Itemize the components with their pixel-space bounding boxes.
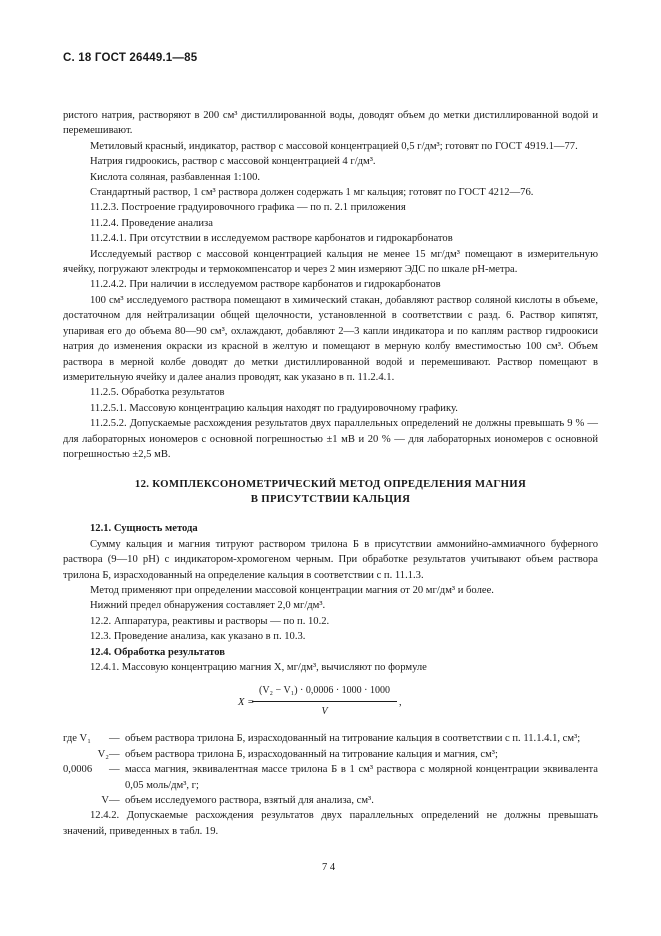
paragraph: 12.2. Аппаратура, реактивы и растворы — по п. 10.2. — [90, 615, 330, 627]
subsection-title: 12.4. Обработка результатов — [90, 646, 225, 658]
section-heading-line2: В ПРИСУТСТВИИ КАЛЬЦИЯ — [250, 493, 411, 506]
formula-fraction — [252, 683, 397, 719]
page-header: С. 18 ГОСТ 26449.1—85 — [63, 52, 198, 64]
definition-text: объем раствора трилона Б, израсходованный на титрование кальция и магния, см³; — [125, 748, 498, 760]
formula-denominator: V — [321, 705, 328, 717]
definition-item — [63, 747, 598, 762]
subsection-title: 12.1. Сущность метода — [90, 523, 198, 535]
definition-text: объем раствора трилона Б, израсходованный на титрование кальция в соответствии с п. 11.1.4.1, см³; — [125, 733, 581, 745]
formula-lhs: X = — [238, 697, 255, 709]
formula-trail: , — [399, 697, 402, 709]
paragraph: 11.2.4. Проведение анализа — [90, 217, 213, 229]
definition-symbol: где V₁ — [63, 733, 91, 745]
paragraph: Натрия гидроокись, раствор с массовой концентрацией 4 г/дм³. — [90, 156, 376, 168]
paragraph: 100 см³ исследуемого раствора помещают в химический стакан, добавляют раствор соляной кислоты в объеме, достаточном для нейтрализации общей щелочности, установленной в соответствии с разд. 6. Раствор кипятят, упаривая его до объема 80—90 см³, охлаждают, добавляют 2—3 капли индикатора и по каплям раствор гидроокиси натрия до изменения окраски из красной в желтую и помещают в мерную колбу вместимостью 100 см³. Объем раствора в мерной колбе доводят до метки дистиллированной водой и перемешивают. Раствор помещают в измерительную ячейку и далее анализ проводят, как указано в п. 11.2.4.1. — [63, 294, 598, 383]
paragraph: 11.2.5. Обработка результатов — [90, 387, 225, 399]
definition-dash: — — [109, 764, 120, 776]
definition-symbol: V — [101, 795, 109, 807]
definition-symbol: V₂ — [97, 748, 109, 760]
paragraph: 11.2.3. Построение градуировочного графика — по п. 2.1 приложения — [90, 202, 406, 214]
definition-text: масса магния, эквивалентная массе трилона Б в 1 см³ раствора с молярной концентрации эквивалента 0,05 моль/дм³, г; — [125, 764, 598, 791]
paragraph: Метод применяют при определении массовой концентрации магния от 20 мг/дм³ и более. — [90, 584, 494, 596]
paragraph: Кислота соляная, разбавленная 1:100. — [90, 171, 261, 183]
definition-dash: — — [109, 795, 120, 807]
paragraph: Метиловый красный, индикатор, раствор с массовой концентрацией 0,5 г/дм³; готовят по ГОСТ 4919.1—77. — [90, 140, 578, 152]
definition-dash: — — [109, 733, 120, 745]
paragraph: 11.2.5.1. Массовую концентрацию кальция находят по градуировочному графику. — [90, 402, 458, 414]
definitions-list — [63, 731, 598, 808]
definition-dash: — — [109, 748, 120, 760]
paragraph: 11.2.5.2. Допускаемые расхождения результатов двух параллельных определений не должны превышать 9 % — для лабораторных иономеров с основной погрешностью ±1 мВ и 20 % — для лабораторных иономеров с основной погрешностью ±2,5 мВ. — [63, 418, 598, 460]
paragraph: Сумму кальция и магния титруют раствором трилона Б в присутствии аммонийно-аммиачного буферного раствора (9—10 рН) с индикатором-хромогеном черным. При обработке результатов учитывают объем раствора трилона Б, израсходованный на определение кальция в соответствии с п. 11.1.3. — [63, 538, 598, 581]
page-number: 7 4 — [322, 862, 336, 873]
paragraph: 12.3. Проведение анализа, как указано в п. 10.3. — [90, 631, 306, 643]
paragraph: 12.4.2. Допускаемые расхождения результатов двух параллельных определений не должны превышать значений, приведенных в табл. 19. — [63, 810, 598, 837]
definition-item — [63, 793, 598, 808]
definition-symbol: 0,0006 — [63, 764, 93, 776]
paragraph: 11.2.4.1. При отсутствии в исследуемом растворе карбонатов и гидрокарбонатов — [90, 233, 453, 245]
paragraph: 11.2.4.2. При наличии в исследуемом растворе карбонатов и гидрокарбонатов — [90, 279, 441, 291]
section-heading-line1: 12. КОМПЛЕКСОНОМЕТРИЧЕСКИЙ МЕТОД ОПРЕДЕЛЕНИЯ МАГНИЯ — [134, 478, 527, 491]
paragraph: Нижний предел обнаружения составляет 2,0 мг/дм³. — [90, 600, 326, 612]
paragraph: Стандартный раствор, 1 см³ раствора должен содержать 1 мг кальция; готовят по ГОСТ 4212—76. — [90, 187, 534, 199]
document-body — [63, 108, 598, 839]
definition-text: объем исследуемого раствора, взятый для анализа, см³. — [125, 795, 374, 807]
section-heading — [63, 477, 598, 507]
definition-item — [63, 762, 598, 793]
paragraph: 12.4.1. Массовую концентрацию магния X, мг/дм³, вычисляют по формуле — [90, 662, 427, 673]
paragraph: Исследуемый раствор с массовой концентрацией кальция не менее 15 мг/дм³ помещают в измерительную ячейку, погружают электроды и термокомпенсатор и через 2 мин измеряют ЭДС по шкале рН-метра. — [63, 248, 598, 276]
paragraph: ристого натрия, растворяют в 200 см³ дистиллированной воды, доводят объем до метки дистиллированной водой и перемешивают. — [63, 110, 598, 137]
formula-numerator: (V₂ − V₁) · 0,0006 · 1000 · 1000 — [252, 683, 397, 701]
definition-item — [63, 731, 598, 746]
formula — [63, 683, 598, 723]
